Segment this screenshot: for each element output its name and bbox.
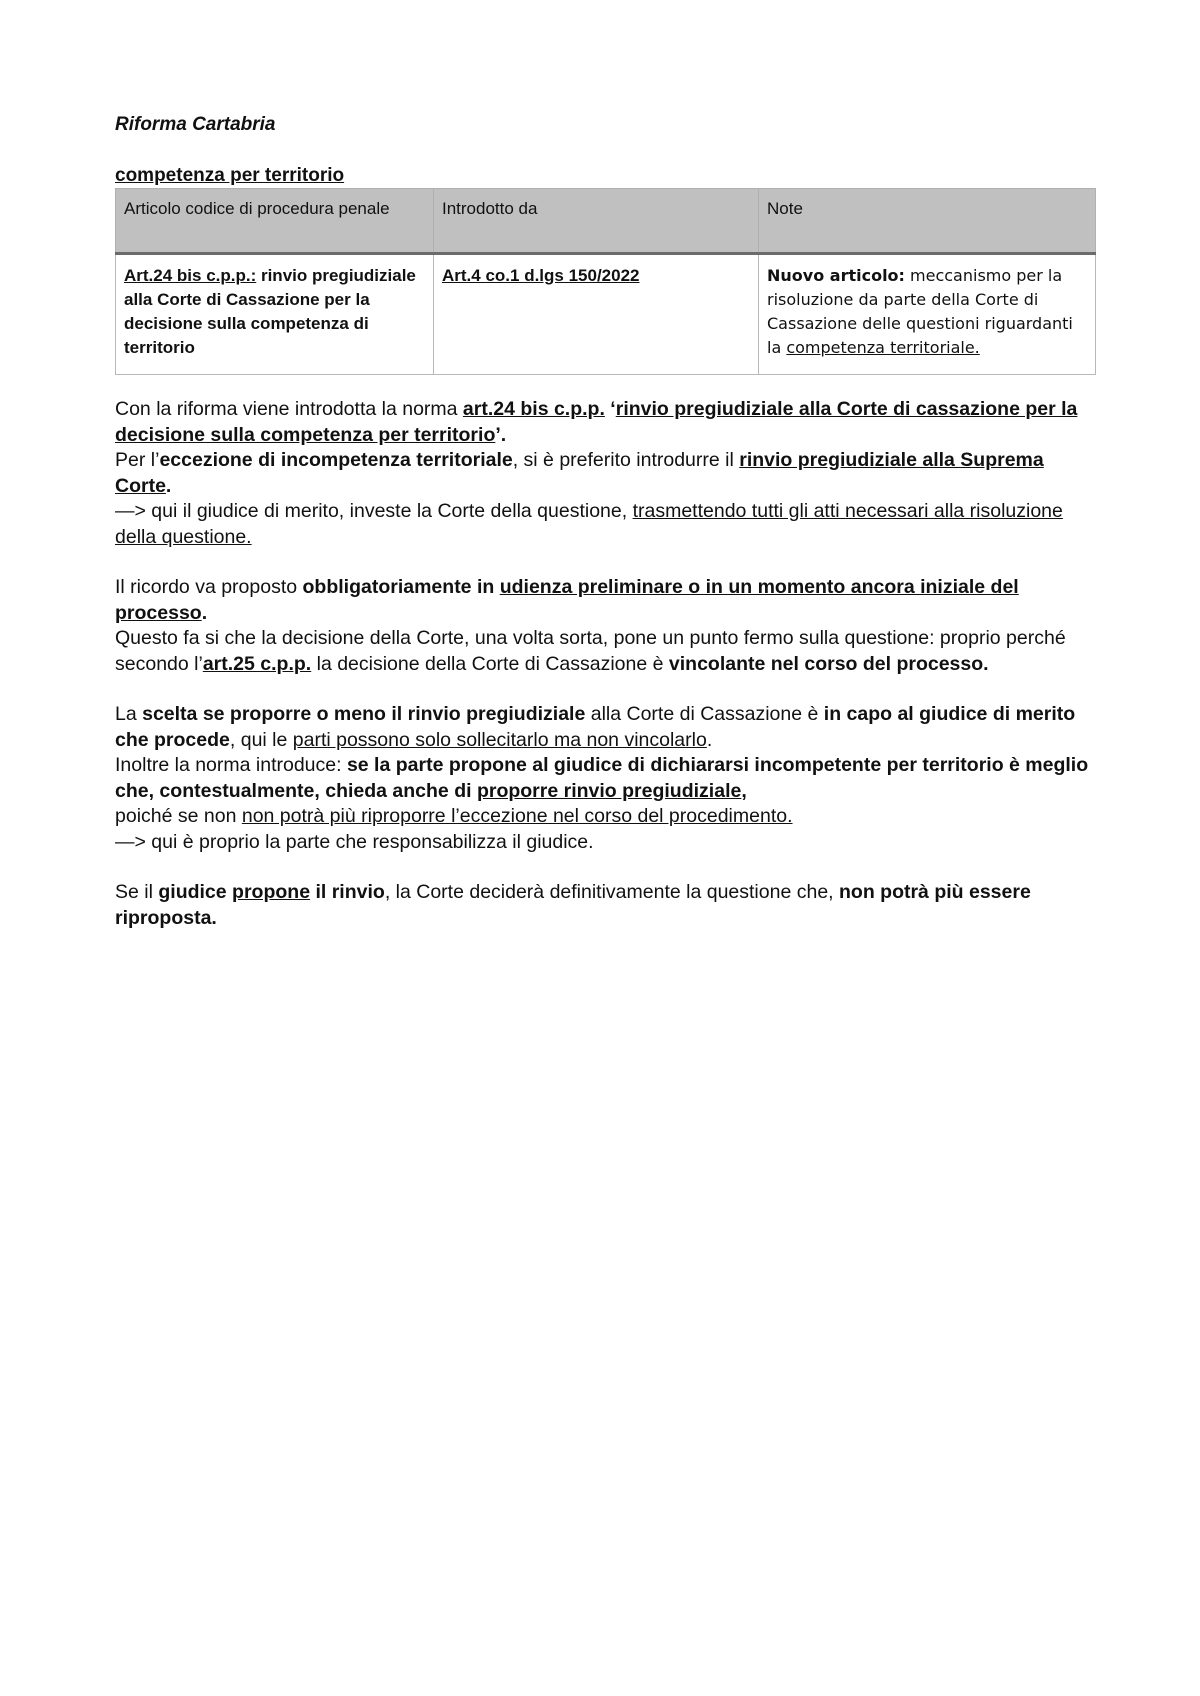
p3-arrow-text: —> qui è proprio la parte che responsabilizza il giudice. — [115, 830, 594, 853]
p4-text: Se il — [115, 881, 159, 903]
article-reference: Art.24 bis c.p.p.: — [124, 266, 257, 285]
paragraph-1 — [115, 397, 1095, 550]
p3-scelta: scelta se proporre o meno il rinvio pregiudiziale — [142, 703, 586, 725]
article-table — [115, 188, 1096, 375]
p3-period: . — [706, 728, 713, 751]
p3-text: alla Corte di Cassazione è — [585, 703, 824, 725]
p4-text: , la Corte deciderà definitivamente la questione che, — [384, 881, 839, 903]
article-description: rinvio pregiudiziale alla Corte di Cassazione per la decisione sulla competenza di territorio — [124, 266, 416, 357]
table-header-row — [116, 189, 1096, 254]
note-label: Nuovo articolo: — [767, 266, 905, 285]
p2-udienza: udienza preliminare o in un momento ancora iniziale del processo — [115, 576, 1019, 624]
p4-rinvio: il rinvio — [310, 881, 385, 903]
p1-text: , si è preferito introdurre il — [512, 449, 740, 471]
table-row — [116, 254, 1096, 375]
table-header-article: Articolo codice di procedura penale — [116, 189, 434, 254]
section-title: competenza per territorio — [115, 165, 345, 186]
p2-text: Questo fa si che la decisione della Corte, una volta sorta, pone un punto fermo sulla questione: proprio perché secondo l’ — [115, 627, 1066, 675]
note-text: meccanismo per la risoluzione da parte della Corte di Cassazione delle questioni riguardanti la — [767, 266, 1073, 357]
p1-text: Per l’ — [115, 449, 160, 471]
p1-quote-open: ‘ — [604, 398, 616, 420]
table-header-introduced: Introdotto da — [434, 189, 759, 254]
p2-text: la decisione della Corte di Cassazione è — [311, 652, 669, 675]
p1-quote-close: ’. — [495, 423, 507, 446]
cell-article — [116, 254, 434, 375]
paragraph-2 — [115, 575, 1095, 677]
p3-underlined: non potrà più riproporre l’eccezione nel corso del procedimento. — [241, 805, 793, 827]
p3-text: Inoltre la norma introduce: — [115, 754, 347, 776]
p3-bold: se la parte propone al giudice di dichiararsi incompetente per territorio è meglio che, contestualmente, chieda anche di — [115, 754, 1089, 802]
note-underlined: competenza territoriale. — [786, 338, 980, 357]
p3-comma: , — [741, 779, 747, 802]
table-header-notes: Note — [759, 189, 1096, 254]
p3-proporre: proporre rinvio pregiudiziale — [476, 779, 742, 802]
p2-art25-ref: art.25 c.p.p. — [202, 652, 312, 675]
p4-propone: propone — [232, 881, 311, 903]
p2-period: . — [201, 601, 208, 624]
p3-text: poiché se non — [115, 805, 242, 827]
p3-line-c — [115, 804, 1095, 830]
p4-line-a — [115, 880, 1095, 931]
introduced-by-reference: Art.4 co.1 d.lgs 150/2022 — [442, 266, 640, 285]
p1-period: . — [165, 474, 172, 497]
p4-bold: non potrà più essere riproposta. — [115, 881, 1031, 929]
p1-rinvio: rinvio pregiudiziale alla Suprema Corte — [115, 449, 1044, 497]
p1-line-a — [115, 397, 1095, 448]
paragraph-4 — [115, 880, 1095, 931]
p3-line-b — [115, 753, 1095, 804]
p2-text: Il ricordo va proposto — [115, 576, 303, 598]
p3-parti: parti possono solo sollecitarlo ma non vincolarlo — [292, 728, 707, 751]
p1-norm-title: rinvio pregiudiziale alla Corte di cassazione per la decisione sulla competenza per territorio — [115, 398, 1078, 446]
p2-line-a — [115, 575, 1095, 626]
p3-line-a — [115, 702, 1095, 753]
cell-introduced-by — [434, 254, 759, 375]
p1-art24-ref: art.24 bis c.p.p. — [462, 398, 605, 420]
p1-underlined: trasmettendo tutti gli atti necessari alla risoluzione della questione. — [115, 500, 1063, 548]
p3-line-d — [115, 830, 1095, 856]
p1-line-b — [115, 448, 1095, 499]
p3-text: La — [115, 703, 143, 725]
document-title: Riforma Cartabria — [115, 114, 276, 135]
p2-vincolante: vincolante nel corso del processo. — [668, 652, 989, 675]
p3-text: , qui le — [229, 728, 293, 751]
p2-bold: obbligatoriamente in — [302, 576, 500, 598]
p2-line-b — [115, 626, 1095, 677]
document-body — [115, 113, 1095, 931]
p1-exception: eccezione di incompetenza territoriale — [159, 449, 513, 471]
p1-line-c — [115, 499, 1095, 550]
p3-capo: in capo al giudice di merito che procede — [115, 703, 1076, 751]
p4-giudice: giudice — [158, 881, 227, 903]
paragraph-3 — [115, 702, 1095, 855]
cell-note — [759, 254, 1096, 375]
p1-arrow-text: —> qui il giudice di merito, investe la Corte della questione, — [115, 500, 633, 522]
p1-text: Con la riforma viene introdotta la norma — [115, 398, 463, 420]
